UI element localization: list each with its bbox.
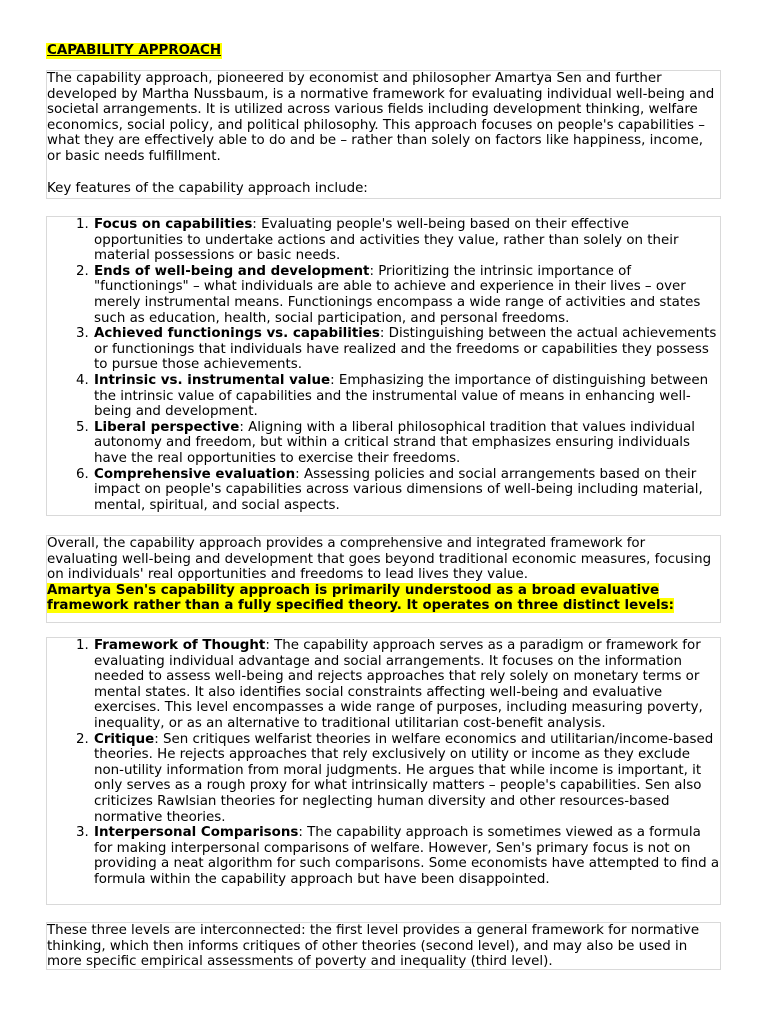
feature-text: : Evaluating people's well-being based on their effective opportunities to undertake actions and activities they value, rather than solely on their material possessions or basic needs.	[94, 217, 679, 264]
feature-text: : Aligning with a liberal philosophical tradition that values individual autonomy and freedom, but within a critical strand that emphasizes ensuring individuals have the real opportunities to exercise their freedoms.	[94, 419, 696, 466]
level-text: : The capability approach serves as a paradigm or framework for evaluating individual advantage and social arrangements. It focuses on the information needed to assess well-being and rejects approaches that rely solely on monetary terms or mental states. It also identifies social constraints affecting well-being and evaluative exercises. This level encompasses a wide range of purposes, including measuring poverty, inequality, or as an alternative to traditional utilitarian cost-benefit analysis.	[94, 638, 703, 731]
level-text: : The capability approach is sometimes viewed as a formula for making interpersonal comparisons of welfare. However, Sen's primary focus is not on providing a neat algorithm for such comparisons. Some economists have attempted to find a formula within the capability approach but have been disappointed.	[94, 825, 720, 887]
list-item	[93, 420, 720, 467]
levels-section	[46, 637, 721, 905]
feature-text: : Assessing policies and social arrangements based on their impact on people's capabilities across various dimensions of well-being including material, mental, spiritual, and social aspects.	[94, 466, 703, 513]
list-item	[93, 264, 720, 326]
level-term: Framework of Thought	[94, 638, 266, 653]
feature-term: Ends of well-being and development	[94, 263, 370, 279]
overall-paragraph: Overall, the capability approach provides a comprehensive and integrated framework for evaluating well-being and development that goes beyond traditional economic measures, focusing on individuals' real opportunities and freedoms to lead lives they value.	[47, 536, 712, 583]
feature-term: Achieved functionings vs. capabilities	[94, 326, 380, 342]
level-text: : Sen critiques welfarist theories in welfare economics and utilitarian/income-based theories. He rejects approaches that rely exclusively on utility or income as they exclude non-utility information from moral judgments. He argues that while income is important, it only serves as a rough proxy for what intrinsically matters – people's capabilities. Sen also criticizes Rawlsian theories for neglecting human diversity and other resources-based normative theories.	[94, 731, 714, 825]
feature-text: : Emphasizing the importance of distinguishing between the intrinsic value of capabilities and the instrumental value of means in enhancing well-being and development.	[94, 372, 709, 420]
list-item	[93, 217, 720, 264]
closing-section	[46, 922, 721, 970]
highlighted-statement: Amartya Sen's capability approach is primarily understood as a broad evaluative framework rather than a fully specified theory. It operates on three distinct levels:	[47, 582, 674, 614]
intro-paragraph: The capability approach, pioneered by economist and philosopher Amartya Sen and further developed by Martha Nussbaum, is a normative framework for evaluating individual well-being and societal arrangements. It is utilized across various fields including development thinking, welfare economics, social policy, and political philosophy. This approach focuses on people's capabilities – what they are effectively able to do and be – rather than solely on factors like happiness, income, or basic needs fulfillment.	[47, 71, 715, 164]
feature-text: : Distinguishing between the actual achievements or functionings that individuals have realized and the freedoms or capabilities they possess to pursue those achievements.	[94, 326, 717, 373]
list-item	[93, 638, 720, 732]
intro-section	[46, 70, 721, 199]
list-item	[93, 326, 720, 373]
features-section	[46, 216, 721, 516]
feature-term: Liberal perspective	[94, 419, 240, 435]
closing-paragraph: These three levels are interconnected: the first level provides a general framework for normative thinking, which then informs critiques of other theories (second level), and may also be used in more specific empirical assessments of poverty and inequality (third level).	[47, 923, 700, 970]
level-term: Interpersonal Comparisons	[94, 825, 299, 841]
list-item	[93, 732, 720, 826]
list-item	[93, 373, 720, 420]
levels-list	[47, 638, 720, 888]
document-title: CAPABILITY APPROACH	[47, 43, 222, 58]
paragraph-spacer	[47, 165, 720, 181]
feature-text: : Prioritizing the intrinsic importance of "functionings" – what individuals are able to achieve and experience in their lives – over merely instrumental means. Functionings encompass a wide range of activities and states such as education, health, social participation, and personal freedoms.	[94, 263, 701, 326]
list-item	[93, 825, 720, 887]
feature-term: Intrinsic vs. instrumental value	[94, 372, 331, 388]
overall-section	[46, 535, 721, 623]
list-item	[93, 467, 720, 514]
features-list	[47, 217, 720, 513]
intro-lead: Key features of the capability approach include:	[47, 180, 368, 196]
feature-term: Focus on capabilities	[94, 217, 253, 232]
level-term: Critique	[94, 731, 155, 747]
feature-term: Comprehensive evaluation	[94, 466, 296, 482]
